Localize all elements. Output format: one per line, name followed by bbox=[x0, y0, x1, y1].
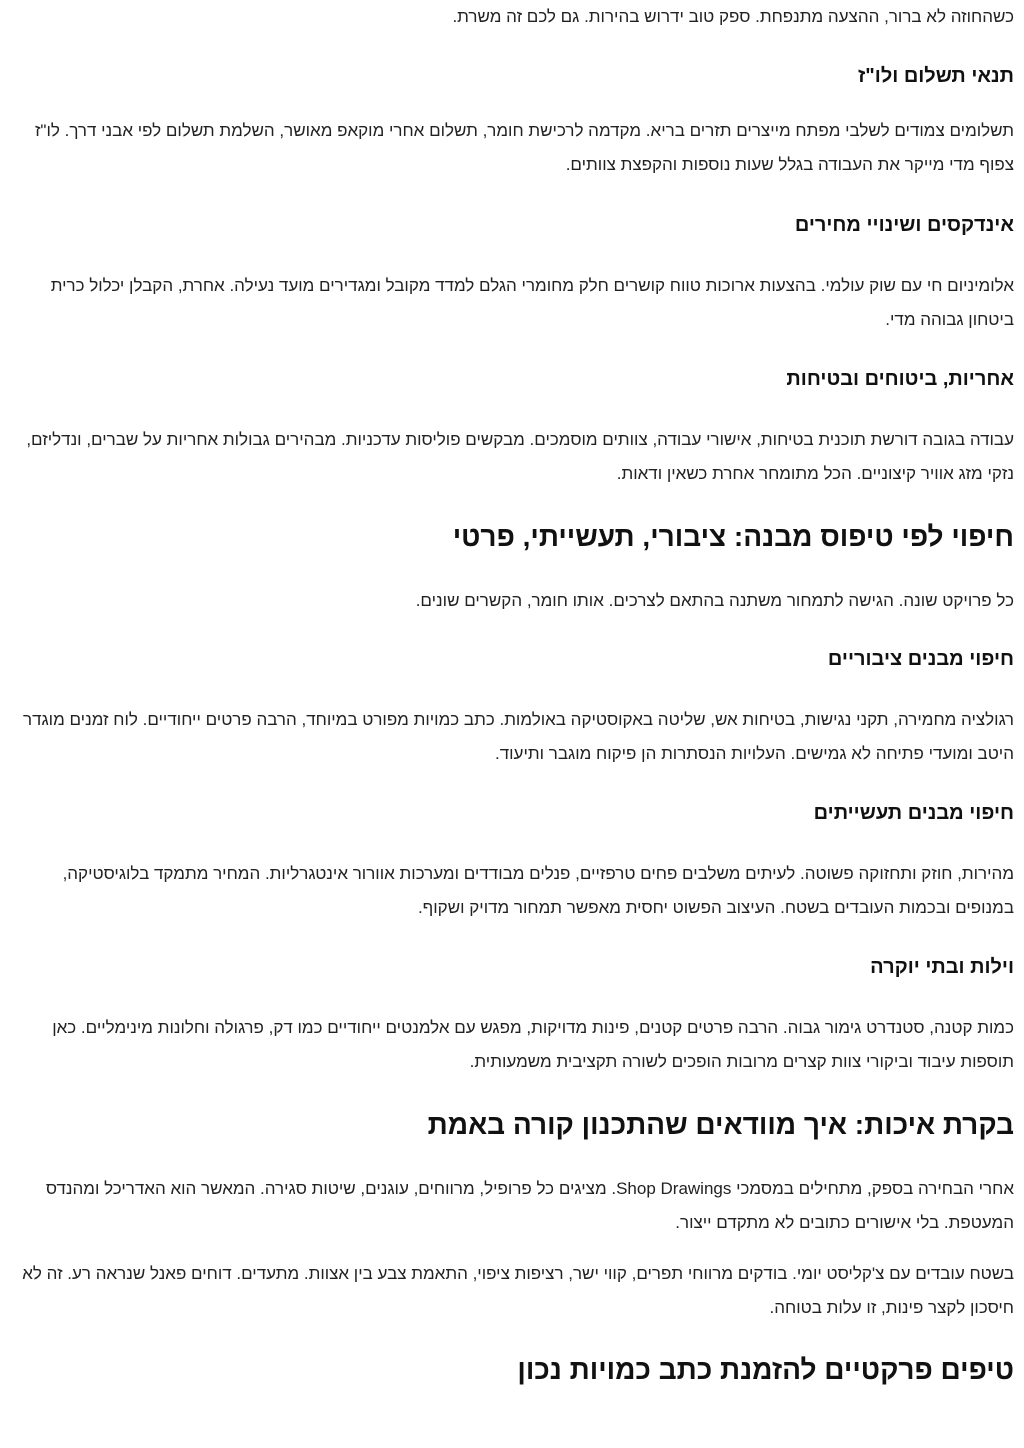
liability-heading: אחריות, ביטוחים ובטיחות bbox=[786, 368, 1014, 390]
industrial-buildings-heading: חיפוי מבנים תעשייתים bbox=[813, 802, 1014, 824]
intro-tail-paragraph: כשהחוזה לא ברור, ההצעה מתנפחת. ספק טוב ידרוש בהירות. גם לכם זה משרת. bbox=[452, 7, 1014, 26]
liability-paragraph: עבודה בגובה דורשת תוכנית בטיחות, אישורי עבודה, צוותים מוסמכים. מבקשים פוליסות עדכניות. מבהירים גבולות אחריות על שברים, ונדליזם, נזקי מזג אוויר קיצוניים. הכל מתומחר אחרת כשאין ודאות. bbox=[26, 430, 1014, 483]
indexes-heading: אינדקסים ושינויי מחירים bbox=[794, 214, 1014, 236]
public-buildings-paragraph: רגולציה מחמירה, תקני נגישות, בטיחות אש, שליטה באקוסטיקה באולמות. כתב כמויות מפורט במיוחד, הרבה פרטים ייחודיים. לוח זמנים מוגדר היטב ומועדי פתיחה לא גמישים. העלויות הנסתרות הן פיקוח מוגבר ותיעוד. bbox=[22, 710, 1014, 763]
villas-heading: וילות ובתי יוקרה bbox=[870, 956, 1014, 978]
public-buildings-heading: חיפוי מבנים ציבוריים bbox=[827, 648, 1014, 670]
industrial-buildings-paragraph: מהירות, חוזק ותחזוקה פשוטה. לעיתים משלבים פחים טרפזיים, פנלים מבודדים ומערכות אוורור אינטגרליות. המחיר מתמקד בלוגיסטיקה, במנופים ובכמות העובדים בשטח. העיצוב הפשוט יחסית מאפשר תמחור מדויק ושקוף. bbox=[62, 864, 1014, 917]
payment-terms-heading: תנאי תשלום ולו"ז bbox=[858, 65, 1014, 87]
tips-heading: טיפים פרקטיים להזמנת כתב כמויות נכון bbox=[517, 1354, 1014, 1385]
payment-terms-paragraph: תשלומים צמודים לשלבי מפתח מייצרים תזרים בריא. מקדמה לרכישת חומר, תשלום אחרי מוקאפ מאושר, השלמת תשלום לפי אבני דרך. לו"ז צפוף מדי מייקר את העבודה בגלל שעות נוספות והקפצת צוותים. bbox=[34, 121, 1014, 174]
quality-control-heading: בקרת איכות: איך מוודאים שהתכנון קורה באמת bbox=[427, 1109, 1014, 1140]
quality-control-paragraph-2: בשטח עובדים עם צ'קליסט יומי. בודקים מרווחי תפרים, קווי ישר, רציפות ציפוי, התאמת צבע בין אצוות. מתעדים. דוחים פאנל שנראה רע. זה לא חיסכון לקצר פינות, זו עלות בטוחה. bbox=[22, 1264, 1014, 1317]
villas-paragraph: כמות קטנה, סטנדרט גימור גבוה. הרבה פרטים קטנים, פינות מדויקות, מפגש עם אלמנטים ייחודיים כמו דק, פרגולה וחלונות מינימליים. כאן תוספות עיבוד וביקורי צוות קצרים מרובות הופכים לשורה תקציבית משמעותית. bbox=[52, 1018, 1014, 1071]
quality-control-paragraph-1: אחרי הבחירה בספק, מתחילים במסמכי Shop Drawings. מציגים כל פרופיל, מרווחים, עוגנים, שיטות סגירה. המאשר הוא האדריכל ומהנדס המעטפת. בלי אישורים כתובים לא מתקדם ייצור. bbox=[45, 1179, 1014, 1232]
building-types-paragraph: כל פרויקט שונה. הגישה לתמחור משתנה בהתאם לצרכים. אותו חומר, הקשרים שונים. bbox=[415, 591, 1014, 610]
building-types-heading: חיפוי לפי טיפוס מבנה: ציבורי, תעשייתי, פרטי bbox=[452, 521, 1014, 552]
indexes-paragraph: אלומיניום חי עם שוק עולמי. בהצעות ארוכות טווח קושרים חלק מחומרי הגלם למדד מקובל ומגדירים מועד נעילה. אחרת, הקבלן יכלול כרית ביטחון גבוהה מדי. bbox=[50, 276, 1014, 329]
